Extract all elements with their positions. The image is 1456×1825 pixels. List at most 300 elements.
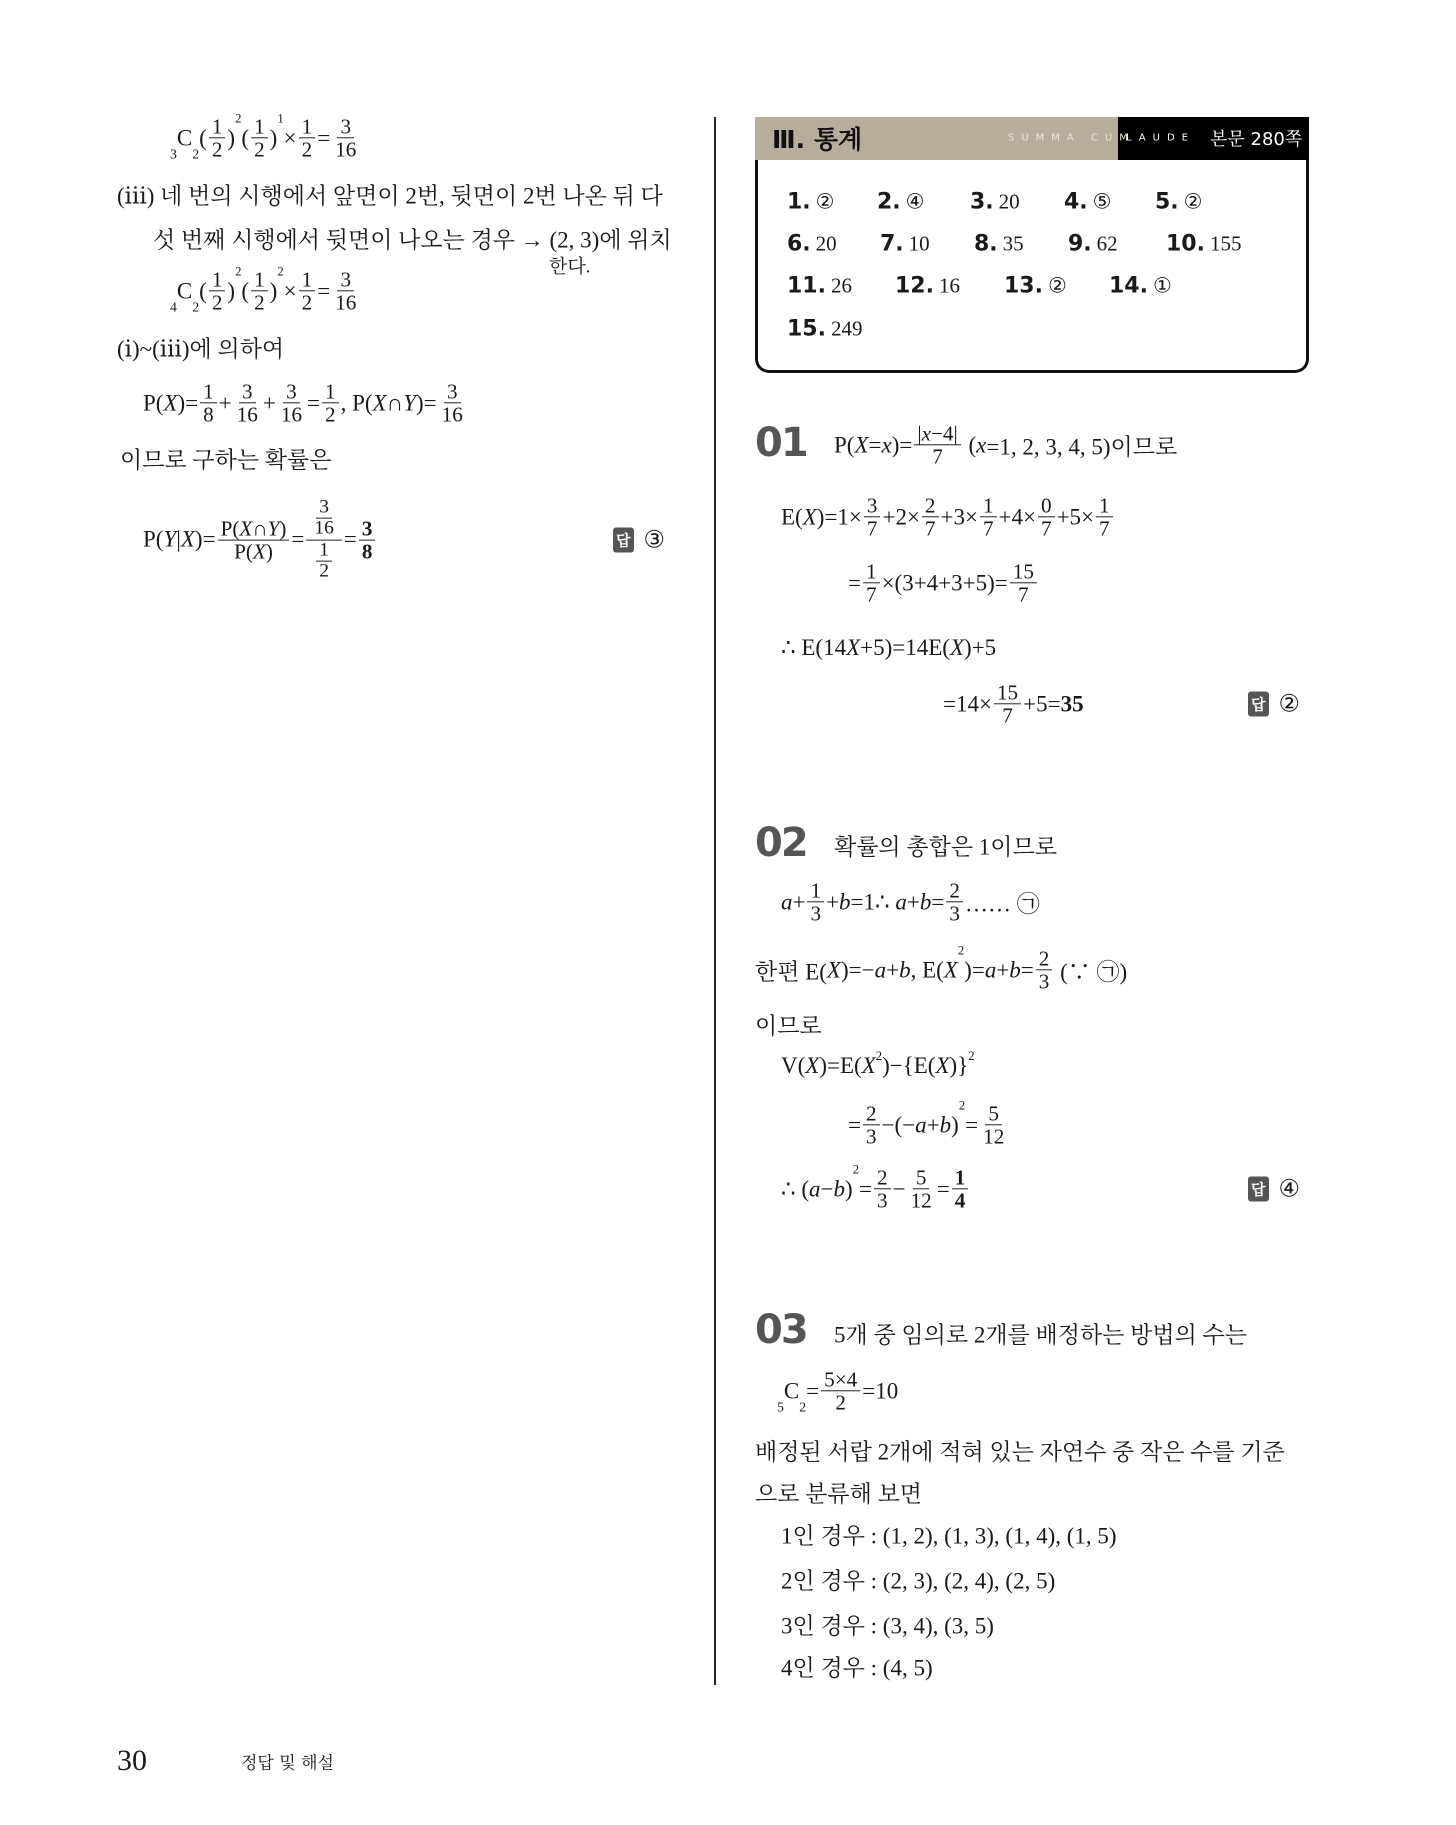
s03-case-4 [781,1650,933,1683]
italic-variable: a [915,1112,927,1137]
math-text: 3 [286,379,297,404]
answer-key-item [974,232,1024,257]
math-text: 3인 경우 : (3, 4), (3, 5) [781,1613,994,1639]
math-text: )= [177,390,199,415]
math-group [221,517,287,539]
math-text: ) [227,278,236,303]
s03-case-3 [781,1608,994,1641]
subscript: 2 [192,299,200,315]
math-text: | [176,527,181,552]
italic-variable: X [372,390,387,415]
superscript: 2 [875,1049,883,1063]
fraction [209,115,226,160]
math-text: =14× [943,691,992,716]
page-number: 30 [117,1744,147,1777]
denominator [832,1392,849,1414]
math-text: , E( [910,957,944,982]
answer-key-item [1064,190,1112,215]
math-text: | [917,421,922,446]
math-text: 2 [924,493,936,518]
math-text: = [317,278,331,303]
fraction [332,115,359,160]
problem-number-02: 02 [755,820,807,866]
math-text: 1 [254,267,265,292]
italic-variable: X [943,957,958,982]
numerator [1036,947,1053,970]
italic-variable: X [949,635,965,660]
answer-badge: 답 [1248,692,1269,717]
answer-key-item [1068,232,1118,257]
denominator [209,292,226,314]
bold-value: 1 [954,1165,966,1190]
math-text: = [291,527,305,552]
fraction [439,380,466,425]
fraction [311,498,336,540]
math-text: + [262,390,276,415]
answer-key-number: 10. [1166,231,1205,257]
math-text: 1 [865,559,877,584]
numerator [874,1166,891,1189]
answer-key-item [1004,274,1067,299]
math-text: 3 [319,496,329,518]
math-text: + [886,957,900,982]
math-text: 12 [983,1124,1005,1149]
denominator [980,1126,1007,1148]
answer-key-value: 35 [1002,231,1024,256]
denominator [251,139,268,161]
math-text: V( [781,1053,806,1078]
fraction [299,268,316,313]
denominator [311,519,336,539]
answer-key-value: 10 [908,231,930,256]
answer-key-item [970,190,1020,215]
math-text: ∩ [252,516,268,541]
math-text: ∴ [875,889,896,914]
superscript: 2 [852,1162,860,1177]
denominator [231,541,276,563]
answer-key-item [895,274,960,299]
denominator [980,518,997,540]
formula-conditional [143,498,377,583]
numerator [200,380,217,403]
subscript: 4 [170,299,177,315]
numerator [913,1166,930,1189]
math-text: 7 [1018,582,1029,607]
answer-key-value: ② [815,189,835,214]
italic-variable: X [805,1053,820,1078]
fraction [914,422,960,467]
summary-text [117,331,284,364]
italic-variable: b [899,957,911,982]
fraction [980,494,997,539]
answer-key-number: 15. [787,316,826,342]
answer-value: ④ [1278,1176,1301,1203]
formula-3c2 [170,111,361,162]
superscript: 2 [958,1098,966,1113]
s03-case-2 [781,1563,1055,1596]
math-text: = [936,1176,950,1201]
s01-line-1 [834,422,1177,467]
math-text: =1 [850,889,876,914]
numerator [251,268,268,291]
conclusion-text [120,442,331,475]
bold-value: 4 [954,1188,966,1213]
fraction [1036,947,1053,992]
math-text: 16 [314,518,334,540]
brand-text-a: SUMMA CUM [1008,132,1135,144]
answer-key-value: 20 [815,231,837,256]
answer-badge: 답 [613,528,634,553]
math-text: 1 [211,267,223,292]
math-text: ) [845,1176,853,1201]
math-text: = [868,432,882,457]
math-text: = [848,1112,861,1137]
s03-line-2 [777,1368,898,1413]
math-text: 2 [877,1165,888,1190]
math-text: )= [891,432,913,457]
math-text: 2 [325,402,336,427]
math-text: C [176,278,193,303]
answer-key-value: ④ [905,189,925,214]
math-text: = [307,390,320,415]
denominator [439,404,466,426]
math-text: 16 [236,402,258,427]
denominator [322,404,339,426]
fraction [251,115,268,160]
subscript: 2 [799,1399,807,1415]
s03-line-1 [834,1317,1247,1350]
math-text: +4× [998,504,1036,529]
brand-text-b: LAUDE [1126,132,1195,144]
numerator [821,1368,860,1391]
math-text: 3 [866,493,878,518]
s02-line-5 [781,1049,975,1079]
math-text: 한다. [549,256,591,278]
italic-variable: Y [403,390,417,415]
answer-key-item [1155,190,1203,215]
answer-key-value: ⑤ [1092,189,1112,214]
fraction [864,494,881,539]
denominator [1038,518,1055,540]
math-text: 3 [340,267,352,292]
numerator [1096,494,1113,517]
math-text: − [892,1176,906,1201]
math-text: × [283,125,297,150]
denominator [874,1190,891,1212]
math-text: 5 [915,1165,927,1190]
italic-variable: X [826,957,841,982]
math-text: − [820,1176,834,1201]
math-text: (∵ ㉠) [1054,959,1128,985]
math-text: 5×4 [824,1367,858,1392]
fraction [922,494,939,539]
math-text: + [906,889,920,914]
answer-key-number: 8. [974,231,998,257]
fraction [316,541,332,583]
math-text: + [926,1112,940,1137]
italic-variable: x [976,432,987,457]
s03-case-1 [781,1518,1117,1551]
math-text: + [826,889,840,914]
fraction [332,268,359,313]
denominator [316,562,332,582]
answer-key-number: 3. [970,189,994,215]
math-text: 16 [335,290,357,315]
fraction [807,879,824,924]
fraction [908,1166,935,1211]
math-text: +3× [940,504,978,529]
denominator [311,541,337,583]
numerator [864,494,881,517]
math-text: 2 [319,560,329,582]
italic-variable: X [846,635,861,660]
subscript: 5 [777,1399,784,1415]
bold-value: 8 [361,539,373,564]
math-text: 3 [949,901,960,926]
s01-line-4 [781,635,996,661]
numerator [807,879,824,902]
math-text: 3 [1038,969,1050,994]
math-text: 2 [211,137,223,162]
answer-key-number: 1. [787,189,811,215]
math-text: 2 [1038,946,1050,971]
answer-mark [1248,690,1300,719]
math-text: = [965,1112,979,1137]
numerator [444,380,461,403]
math-text: ( [962,432,977,457]
math-text: P( [834,432,855,457]
math-text: 7 [1002,703,1013,728]
answer-value: ③ [643,527,666,554]
math-text: 1 [301,114,313,139]
math-text: 4인 경우 : (4, 5) [781,1655,933,1681]
math-text: 3 [242,379,253,404]
s02-line-2 [781,879,1040,924]
fraction [946,879,963,924]
answer-key-number: 11. [787,273,826,299]
denominator [1015,584,1032,606]
denominator [863,1126,880,1148]
answer-key-number: 13. [1004,273,1043,299]
math-text: 7 [1099,516,1110,541]
denominator [278,404,305,426]
italic-variable: X [252,539,266,564]
fraction [821,1368,860,1413]
denominator [908,1190,935,1212]
math-text: 1 [211,114,223,139]
fraction [874,1166,891,1211]
math-text: 1 [203,379,214,404]
math-text: 7 [1040,516,1052,541]
s01-line-5 [943,681,1084,726]
numerator [863,1102,880,1125]
numerator [359,517,376,540]
fraction [980,1102,1007,1147]
math-text: + [792,889,806,914]
math-text: )=E( [819,1053,862,1078]
italic-variable: X [180,527,195,552]
numerator [316,498,332,519]
answer-key-value: ② [1047,273,1067,298]
denominator [200,404,217,426]
answer-badge: 답 [1248,1177,1269,1202]
denominator [209,139,226,161]
subscript: 3 [170,146,177,162]
math-text: 1 [1099,493,1110,518]
case-iii-text-1 [117,178,663,211]
answer-key-number: 7. [880,231,904,257]
math-text: +5× [1056,504,1095,529]
answer-key-item [1109,274,1172,299]
math-text: ( [199,278,207,303]
s01-line-2 [781,494,1115,539]
column-divider [714,117,716,1685]
denominator [952,1190,969,1212]
fraction [1010,560,1037,605]
math-text: P( [234,539,253,564]
math-text: + [996,957,1010,982]
math-text: 1 [301,267,313,292]
answer-key-number: 5. [1155,189,1179,215]
math-text: =1, 2, 3, 4, 5)이므로 [986,434,1178,460]
italic-variable: b [839,889,851,914]
math-text: = [343,527,357,552]
fraction [251,268,268,313]
math-text: = [1020,957,1034,982]
math-text: 3 [446,379,458,404]
math-text: 7 [924,516,936,541]
formula-4c2 [170,264,361,315]
math-text: 1 [319,539,329,561]
chapter-title: Ⅲ. 통계 [772,125,863,154]
math-group [234,541,273,563]
math-text: P( [220,516,240,541]
italic-variable: a [895,889,907,914]
italic-variable: X [935,1053,950,1078]
superscript: 2 [235,264,242,279]
denominator [999,705,1016,727]
italic-variable: X [239,516,253,541]
denominator [251,292,268,314]
fraction [994,681,1021,726]
answer-key-number: 6. [787,231,811,257]
answer-key-value: 249 [830,316,863,341]
s02-line-4 [755,1008,822,1041]
denominator [922,518,939,540]
math-text: + [218,390,232,415]
math-text: 15 [1012,559,1034,584]
footer-label: 정답 및 해설 [241,1753,334,1774]
math-text: (ⅰ)~(ⅲ)에 의하여 [117,336,285,362]
math-text: = [848,570,861,595]
math-text: )−{E( [882,1053,936,1078]
numerator [209,268,226,291]
math-text: 섯 번째 시행에서 뒷면이 나오는 경우 → (2, 3)에 위치 [153,227,672,253]
math-text: )+5 [964,635,997,660]
italic-variable: Y [163,527,177,552]
math-text: 7 [932,444,943,469]
math-text: 2 [949,878,960,903]
numerator [299,115,316,138]
answer-key-number: 14. [1109,273,1148,299]
math-text: 7 [865,582,877,607]
math-text: 7 [866,516,878,541]
answer-key-number: 4. [1064,189,1088,215]
italic-variable: b [1009,957,1021,982]
math-text: = [806,1378,820,1403]
denominator [864,518,881,540]
math-text: …… ㉠ [964,891,1040,917]
math-text: ) [269,278,278,303]
italic-variable: a [781,889,793,914]
math-text: 16 [280,402,303,427]
math-text: +5)=14E( [860,635,950,660]
italic-variable: b [833,1176,846,1201]
math-text: 3 [865,1124,877,1149]
math-text: P( [143,390,164,415]
math-text: 2 [301,290,313,315]
numerator [299,268,316,291]
numerator [922,494,939,517]
denominator [359,541,376,563]
answer-key-number: 9. [1068,231,1092,257]
math-text: 3 [810,901,822,926]
math-text: )= [416,390,437,415]
math-text: 이므로 구하는 확률은 [120,447,332,473]
problem-number-01: 01 [755,420,807,466]
answer-key-value: ① [1152,273,1172,298]
numerator [1010,560,1037,583]
numerator [209,115,226,138]
math-text: −(− [881,1112,916,1137]
numerator [316,541,332,562]
numerator [914,422,960,445]
numerator [946,879,963,902]
numerator [337,115,354,138]
answer-key-item [1166,232,1241,257]
math-text: ∴ E(14 [781,635,847,660]
math-text: )=1× [816,504,862,529]
italic-variable: b [919,889,932,914]
math-text: 15 [996,680,1019,705]
s02-line-7 [781,1162,970,1213]
math-text: 0 [1040,493,1052,518]
formula-px [143,380,468,425]
answer-key-item [877,190,925,215]
superscript: 1 [277,111,284,126]
math-text: ) [265,539,273,564]
answer-key-value: 62 [1096,231,1118,256]
answer-key-item [787,317,862,342]
s03-line-4 [755,1476,922,1509]
math-text: ) [227,125,236,150]
subscript: 2 [192,146,200,162]
math-text: × [283,278,297,303]
math-text: 배정된 서랍 2개에 적혀 있는 자연수 중 작은 수를 기준 [755,1439,1285,1465]
italic-variable: a [809,1176,821,1201]
fraction [278,380,305,425]
math-text: 1 [325,379,336,404]
answer-key-item [787,190,835,215]
math-text: ) [279,516,287,541]
denominator [299,139,316,161]
denominator [332,292,359,314]
math-text: 1인 경우 : (1, 2), (1, 3), (1, 4), (1, 5) [781,1523,1117,1549]
fraction [359,517,376,562]
numerator [251,115,268,138]
math-text: ( [241,125,250,150]
math-text: 2 [254,137,265,162]
